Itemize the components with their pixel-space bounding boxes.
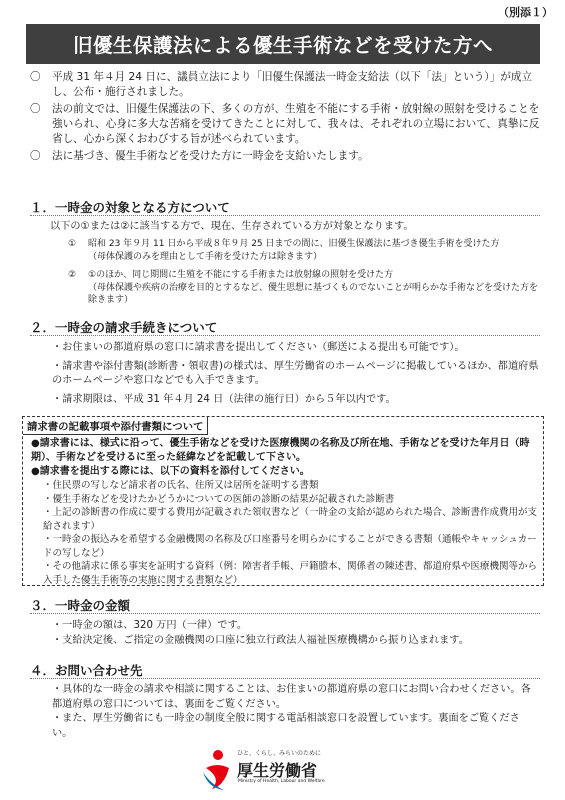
item-text: ①のほか、同じ期間に生殖を不能にする手術または放射線の照射を受けた方: [88, 270, 394, 280]
circle-bullet-icon: 〇: [30, 150, 41, 162]
section4-heading: ４．お問い合わせ先: [30, 663, 143, 678]
circle-bullet-icon: 〇: [30, 71, 41, 83]
list-item: ・一時金の振込みを希望する金融機関の名称及び口座番号を明らかにすることができる書類（通帳やキャッシュカードの写しなど）: [43, 534, 537, 559]
section3-list: [52, 619, 540, 648]
intro-item: [30, 70, 540, 100]
list-item: ・具体的な一時金の請求や相談に関することは、お住まいの都道府県の窓口にお問い合わせください。各都道府県の窓口については、裏面をご覧ください。: [52, 684, 531, 710]
section1-heading: １．一時金の対象となる方について: [30, 200, 230, 215]
item-text: 昭和 23 年９月 11 日から平成８年９月 25 日までの間に、旧優生保護法に基づき優生手術を受けた方: [88, 239, 500, 249]
box-title: 請求書の記載事項や添付書類について: [23, 417, 208, 435]
section1-divider: [30, 215, 540, 216]
item-number: ②: [68, 270, 77, 280]
intro-item: [30, 102, 540, 147]
list-item: [68, 238, 538, 251]
intro-item: [30, 149, 540, 164]
logo-name: 厚生労働省: [237, 761, 318, 780]
section4-list: [52, 683, 540, 741]
section2-heading: ２．一時金の請求手続きについて: [30, 320, 218, 335]
list-item: ・請求書や添付書類(診断書・領収書)の様式は、厚生労働省のホームページに掲載しているほか、都道府県のホームページや窓口などでも入手できます。: [52, 360, 539, 386]
list-item: ・その他請求に係る事実を証明する資料（例：障害者手帳、戸籍謄本、関係者の陳述書、都道府県や医療機関等から入手した優生手術等の実施に関する書類など）: [43, 561, 538, 586]
item-note: （母体保護や疾病の治療を目的とするなど、優生思想に基づくものでないことが明らかな手術などを受けた方を除きます）: [88, 282, 539, 305]
intro-text: 法に基づき、優生手術などを受けた方に一時金を支給いたします。: [52, 150, 369, 162]
logo-tagline: ひと、くらし、みらいのために: [237, 750, 322, 757]
section2-list: [52, 341, 540, 407]
box-body: [31, 437, 539, 587]
section3-divider: [30, 613, 540, 614]
box-paragraph: ●請求書を提出する際には、以下の資料を添付してください。: [31, 466, 310, 477]
list-item: ・住民票の写しなど請求者の氏名、住所又は居所を証明する書類: [43, 480, 319, 491]
mhlw-emblem-icon: [200, 748, 234, 792]
mhlw-logo: [200, 748, 380, 794]
section3-heading: ３．一時金の金額: [30, 598, 131, 613]
intro-text: 法の前文では、旧優生保護法の下、多くの方が、生殖を不能にする手術・放射線の照射を受けることを強いられ、心身に多大な苦痛を受けてきたことに対して、我々は、それぞれの立場において、真摯に反省し、心から深くおわびする旨が述べられています。: [52, 103, 540, 145]
intro-section: [30, 70, 540, 166]
requirements-box: [22, 416, 544, 586]
page-title: 旧優生保護法による優生手術などを受けた方へ: [26, 24, 540, 64]
section4-divider: [30, 678, 540, 679]
list-item: ・また、厚生労働省にも一時金の制度全般に関する電話相談窓口を設置しています。裏面をご覧ください。: [52, 713, 520, 739]
section2-divider: [30, 335, 540, 336]
intro-text: 平成 31 年４月 24 日に、議員立法により「旧優生保護法一時金支給法（以下「法」という）」が成立し、公布・施行されました。: [52, 71, 533, 98]
logo-english: Ministry of Health, Labour and Welfare: [238, 779, 325, 784]
item-note: （母体保護のみを理由として手術を受けた方は除きます）: [88, 251, 323, 262]
list-item: ・一時金の額は、320 万円（一律）です。: [52, 620, 248, 631]
list-item: ・請求期限は、平成 31 年４月 24 日（法律の施行日）から５年以内です。: [52, 393, 396, 405]
list-item: ・お住まいの都道府県の窓口に請求書を提出してください（郵送による提出も可能です）。: [52, 342, 465, 353]
section1-list: [68, 238, 538, 307]
section1-lead: 以下の①または②に該当する方で、現在、生存されている方が対象となります。: [50, 221, 414, 232]
list-item: ・支給決定後、ご指定の金融機関の口座に独立行政法人福祉医療機構から振り込まれます。: [52, 634, 469, 646]
attachment-label: （別添１）: [498, 6, 553, 19]
list-item: [68, 269, 538, 282]
item-number: ①: [68, 239, 77, 249]
list-item: ・上記の診断書の作成に要する費用が記載された領収書など（一時金の支給が認められた場合、診断書作成費用が支給されます）: [43, 507, 538, 532]
box-paragraph: ●請求書には、様式に沿って、優生手術などを受けた医療機関の名称及び所在地、手術などを受けた年月日（時期）、手術などを受けるに至った経緯などを記載して下さい。: [31, 438, 530, 463]
list-item: ・優生手術などを受けたかどうかについての医師の診断の結果が記載された診断書: [43, 493, 395, 505]
circle-bullet-icon: 〇: [30, 103, 41, 115]
